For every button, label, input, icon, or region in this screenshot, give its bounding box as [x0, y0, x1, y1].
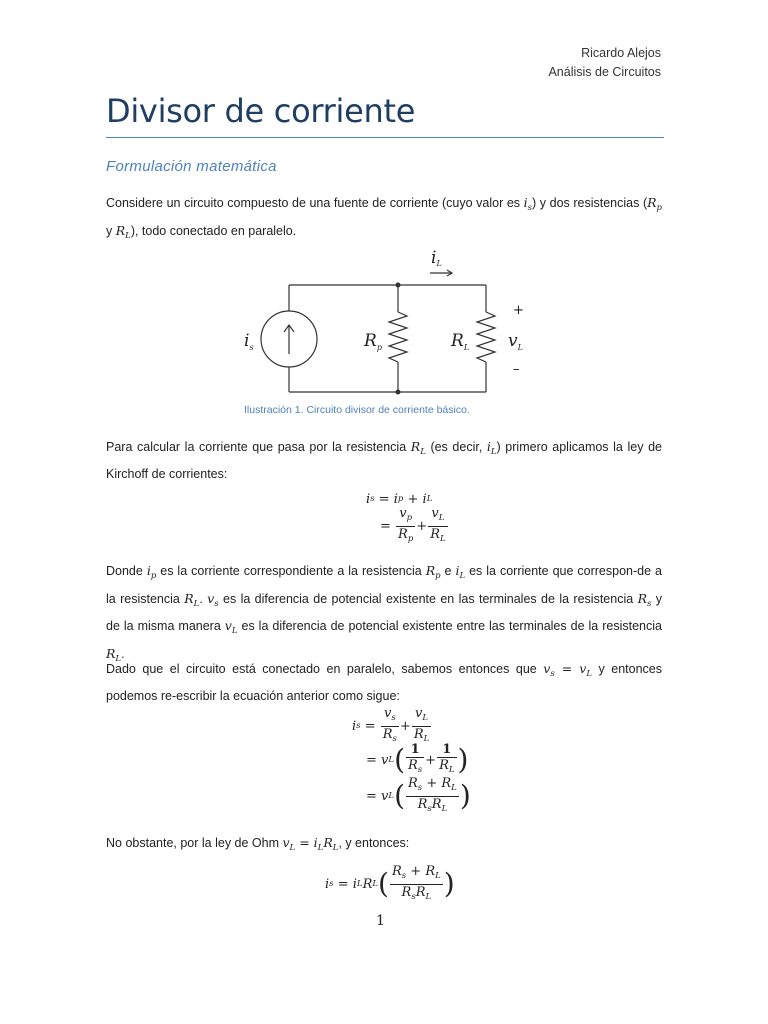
section-subtitle: Formulación matemática	[106, 158, 277, 175]
header-course: Análisis de Circuitos	[548, 65, 661, 79]
label-Rp: $R_p$	[364, 331, 382, 352]
paragraph-kirchoff: Para calcular la corriente que pasa por la resistencia $R_L$ (es decir, $i_L$) primero aplicamos la ley de Kirchoff de corrientes:	[106, 439, 662, 481]
paragraph-parallel: Dado que el circuito está conectado en paralelo, sabemos entonces que $v_s = v_L$ y entonces podemos re-escribir la ecuación anterior como sigue:	[106, 661, 662, 703]
equation-kcl: i s = i p + i L = $\frac{v_p}{R_p}$ + $\frac{v_L}{R_L}$	[366, 491, 446, 544]
label-minus: –	[513, 362, 520, 377]
paragraph-intro: Considere un circuito compuesto de una fuente de corriente (cuyo valor es $i_s$) y dos resistencias ($R_p$ y $R_L$), todo conectado en paralelo.	[106, 195, 662, 241]
label-RL: $R_L$	[451, 331, 470, 352]
paragraph-definitions: Donde $i_p$ es la corriente correspondiente a la resistencia $R_p$ e $i_L$ es la corriente que correspon-de a la resistencia $R_L$. $v_s$ es la diferencia de potencial existente en las terminales de la resistencia $R_s$ y de la misma manera $v_L$ es la diferencia de potencial existente entre las terminales de la resistencia $R_L$.	[106, 563, 662, 664]
label-vL: $v_L$	[508, 331, 523, 352]
figure-caption: Ilustración 1. Circuito divisor de corriente básico.	[244, 404, 470, 416]
junction-bottom-dot	[396, 390, 401, 395]
paragraph-ohm: No obstante, por la ley de Ohm $v_L = i_LR_L$, y entonces:	[106, 835, 410, 853]
resistor-rp-icon	[389, 312, 407, 362]
label-is: $i_s$	[244, 331, 254, 352]
equation-final: i s = i L R L ( $\frac{R_s + R_L}{R_sR_L}$ )	[325, 863, 455, 902]
header-author: Ricardo Alejos	[581, 46, 661, 60]
header	[548, 44, 661, 82]
title-divider	[106, 137, 664, 138]
junction-top-dot	[396, 283, 401, 288]
circuit-diagram	[230, 240, 540, 400]
page-number: 1	[376, 913, 385, 929]
label-iL: iL	[431, 248, 442, 268]
resistor-rl-icon	[477, 312, 495, 362]
equation-rewrite: i s = $\frac{v_s}{R_s}$ + $\frac{v_L}{R_L}$ = v L ( $\frac{1}{R_s}$ + $\frac{1}{R_L}$ ) = v L ( $\frac{R_s + R_L}{R_sR_L}$ )	[352, 705, 471, 814]
page-title: Divisor de corriente	[106, 92, 416, 130]
label-plus: +	[513, 303, 524, 318]
